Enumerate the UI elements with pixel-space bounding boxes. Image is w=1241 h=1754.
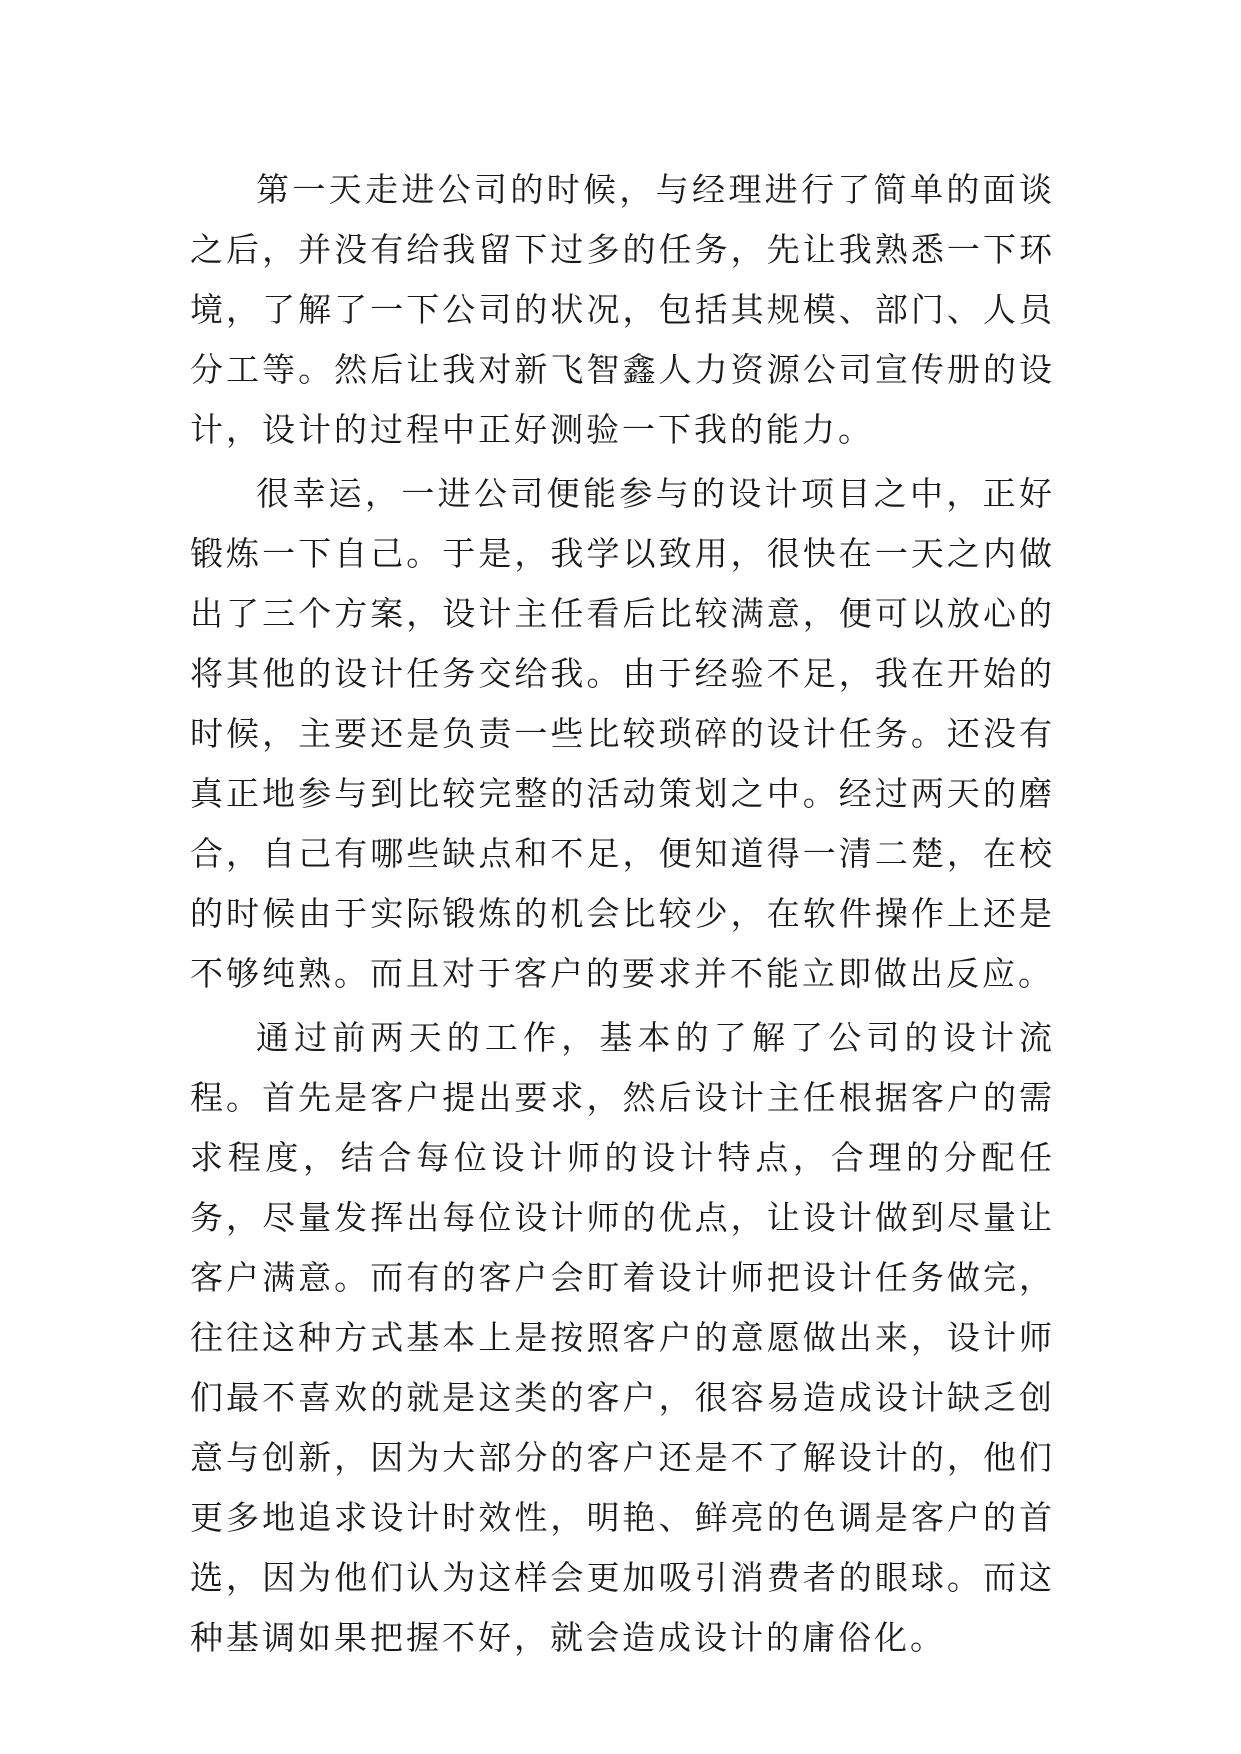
paragraph-1: 第一天走进公司的时候，与经理进行了简单的面谈之后，并没有给我留下过多的任务，先让我熟悉一下环境，了解了一下公司的状况，包括其规模、部门、人员分工等。然后让我对新飞智鑫人力资源公司宣传册的设计，设计的过程中正好测验一下我的能力。 (190, 170, 1055, 449)
paragraph-3: 通过前两天的工作，基本的了解了公司的设计流程。首先是客户提出要求，然后设计主任根据客户的需求程度，结合每位设计师的设计特点，合理的分配任务，尽量发挥出每位设计师的优点，让设计做到尽量让客户满意。而有的客户会盯着设计师把设计任务做完，往往这种方式基本上是按照客户的意愿做出来，设计师们最不喜欢的就是这类的客户，很容易造成设计缺乏创意与创新，因为大部分的客户还是不了解设计的，他们更多地追求设计时效性，明艳、鲜亮的色调是客户的首选，因为他们认为这样会更加吸引消费者的眼球。而这种基调如果把握不好，就会造成设计的庸俗化。 (190, 1018, 1055, 1657)
document-page (190, 160, 1055, 1668)
paragraph-2: 很幸运，一进公司便能参与的设计项目之中，正好锻炼一下自己。于是，我学以致用，很快在一天之内做出了三个方案，设计主任看后比较满意，便可以放心的将其他的设计任务交给我。由于经验不足，我在开始的时候，主要还是负责一些比较琐碎的设计任务。还没有真正地参与到比较完整的活动策划之中。经过两天的磨合，自己有哪些缺点和不足，便知道得一清二楚，在校的时候由于实际锻炼的机会比较少，在软件操作上还是不够纯熟。而且对于客户的要求并不能立即做出反应。 (190, 474, 1055, 993)
